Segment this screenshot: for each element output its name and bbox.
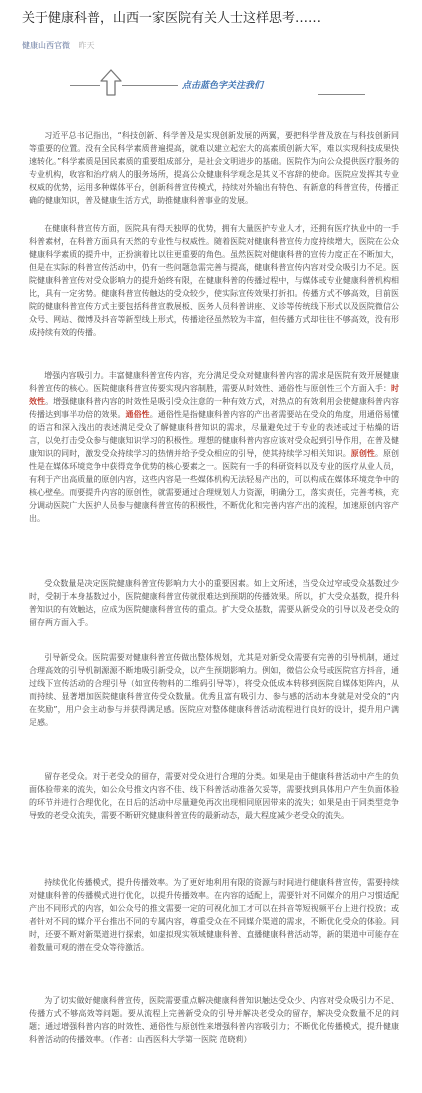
follow-banner[interactable]	[70, 68, 365, 98]
follow-banner-label[interactable]: 点击蓝色字关注我们	[182, 81, 264, 91]
banner-line-left	[70, 85, 100, 86]
paragraph-text: 引导新受众。医院需要对健康科普宣传做出整体规划，尤其是对新受众需要有完善的引导机制，通过合理高效的引导机制源源不断地吸引新受众，以产生预期影响力。例如，微信公众号或医院官方抖音，通过线下宣传活动的合理引导（如宣传物料的二维码引导等），将受众低成本转移到医院自媒体矩阵内，从而持续、显著增加医院健康科普宣传受众数量。优秀且富有吸引力、参与感的活动本身就是对受众的“内在奖励”，用户会主动参与并获得满足感。医院应对整体健康科普活动流程进行良好的设计，提升用户满足感。	[29, 653, 399, 727]
article-paragraph	[29, 770, 399, 822]
highlight-keyword: 时效性	[29, 384, 399, 406]
banner-line-right	[318, 94, 365, 95]
paragraph-text: 持续优化传播模式，提升传播效率。为了更好地利用有限的资源与时间进行健康科普宣传，需要持续对健康科普的传播模式进行优化，以提升传播效率。在内容的适配上，需要针对不同媒介的用户习惯适配产出不同形式的内容，如公众号的推文需要一定的可视化加工才可以在抖音等短视频平台上进行投放；或者针对不同的媒介平台推出不同的专属内容，尊重受众在不同媒介渠道的需求，不断优化受众的体验。同时，还要不断对新渠道进行探索，如虚拟现实领域健康科普、直播健康科普活动等，新的渠道中可能存在着数量可观的潜在受众等待激活。	[29, 878, 399, 952]
publish-time: 昨天	[78, 41, 95, 50]
paragraph-text: 受众数量是决定医院健康科普宣传影响力大小的重要因素。如上文所述，当受众过窄或受众基数过少时，受制于本身基数过小，医院健康科普宣传就很难达到预期的传播效果。所以，扩大受众基数，提升科普知识的有效触达，应成为医院健康科普宣传的重点。扩大受众基数，需要从新受众的引导以及老受众的留存两方面入手。	[29, 579, 399, 627]
article-paragraph	[29, 651, 399, 729]
paragraph-text: 在健康科普宣传方面，医院具有得天独厚的优势，拥有大量医护专业人才，还拥有医疗执业中的一手科普素材，在科普方面具有天然的专业性与权威性。随着医院对健康科普宣传力度持续增大，医院在公众健康科学素质的提升中，正扮演着比以往更重要的角色。虽然医院对健康科普的宣传力度正在不断加大，但是在实际的科普宣传活动中，仍有一些问题急需完善与提高，健康科普宣传内容对受众吸引力不足。医院健康科普宣传对受众影响力的提升始终有限，在健康科普的传播过程中，与媒体或专业健康科普机构相比，具有一定劣势。健康科普宣传触达的受众较少，使实际宣传效果打折扣。传播方式不够高效，目前医院的健康科普宣传方式主要包括科普宣教展板、医务人员科普讲座、义诊等传统线下形式以及医院微信公众号、网站、微博及抖音等新型线上形式，传播途径虽然较为丰富，但传播方式却往往不够高效，没有形成持续有效的传播。	[29, 224, 399, 337]
paragraph-text: 增强内容吸引力。丰富健康科普宣传内容，充分满足受众对健康科普内容的需求是医院有效开展健康科普宣传的核心。医院健康科普宣传要实现内容制胜，需要从时效性、通俗性与原创性三个方面入手：	[29, 371, 399, 393]
banner-line-mid	[122, 85, 178, 86]
highlight-keyword: 通俗性	[125, 410, 150, 419]
article-paragraph	[29, 369, 399, 525]
article-paragraph	[29, 222, 399, 339]
article-paragraph	[29, 994, 399, 1046]
paragraph-text: 。原创性是在媒体环境竞争中获得竞争优势的核心要素之一。医院有一手的科研资料以及专业的医疗从业人员，有利于产出高质量的原创内容，这些内容是一些媒体机构无法轻易产出的，可以构成在媒体环境竞争中的核心壁垒。而要提升内容的原创性，就需要通过合理规划人力资源，明确分工，落实责任，完善考核，充分调动医院广大医护人员参与健康科普宣传的积极性，不断优化和完善内容产出的流程，加速原创内容产出。	[29, 449, 400, 523]
account-name-link[interactable]: 健康山西官微	[22, 41, 70, 50]
highlight-keyword: 原创性	[350, 449, 375, 458]
paragraph-text: 留存老受众。对于老受众的留存，需要对受众进行合理的分类。如果是由于健康科普活动中产生的负面体验带来的流失，如公众号推文内容不佳、线下科普活动准备欠妥等，需要找到具体用户产生负面体验的环节并进行合理优化，在日后的活动中尽量避免再次出现相同原因带来的流失；如果是由于同类型竞争导致的老受众流失，需要不断研究健康科普宣传的最新动态，最大程度减少老受众的流失。	[29, 772, 399, 820]
article-paragraph	[29, 129, 399, 207]
paragraph-text: 。增强健康科普内容的时效性是吸引受众注意的一种有效方式，对热点的有效利用会使健康科普内容传播达到事半功倍的效果。	[29, 397, 400, 419]
paragraph-text: 习近平总书记指出，“科技创新、科学普及是实现创新发展的两翼，要把科学普及放在与科技创新同等重要的位置。没有全民科学素质普遍提高，就难以建立起宏大的高素质创新大军，难以实现科技成果快速转化。”科学素质是国民素质的重要组成部分，是社会文明进步的基础。医院作为向公众提供医疗服务的专业机构，收容和治疗病人的服务场所，提高公众健康科学观念是其义不容辞的使命。医院应发挥其专业权威的优势，运用多种媒体平台，创新科普宣传模式，持续对外输出有特色、有新意的科普宣传，传播正确的健康知识，普及健康生活方式，助推健康科普事业的发展。	[29, 131, 399, 205]
article-meta	[22, 40, 95, 52]
article-paragraph	[29, 876, 399, 954]
up-arrow-icon	[100, 68, 122, 96]
paragraph-text: 为了切实做好健康科普宣传，医院需要重点解决健康科普知识触达受众少、内容对受众吸引力不足、传播方式不够高效等问题。要从流程上完善新受众的引导并解决老受众的留存，解决受众数量不足的问题；通过增强科普内容的时效性、通俗性与原创性来增强科普内容吸引力；不断优化传播模式，提升健康科普活动的传播效率。（作者：山西医科大学第一医院 范晓莉）	[29, 996, 399, 1044]
paragraph-text: 。通俗性是指健康科普内容的产出者需要站在受众的角度，用通俗易懂的语言和深入浅出的表述满足受众了解健康科普知识的需求，尽量避免过于专业的表述或过于枯燥的语言，以免打击受众参与健康知识学习的积极性。理想的健康科普内容应该对受众起到引导作用，在普及健康知识的同时，激发受众持续学习的热情并给予受众相应的引导，使其持续学习相关知识。	[29, 410, 400, 458]
article-title: 关于健康科普，山西一家医院有关人士这样思考……	[22, 11, 322, 26]
article-paragraph	[29, 577, 399, 629]
